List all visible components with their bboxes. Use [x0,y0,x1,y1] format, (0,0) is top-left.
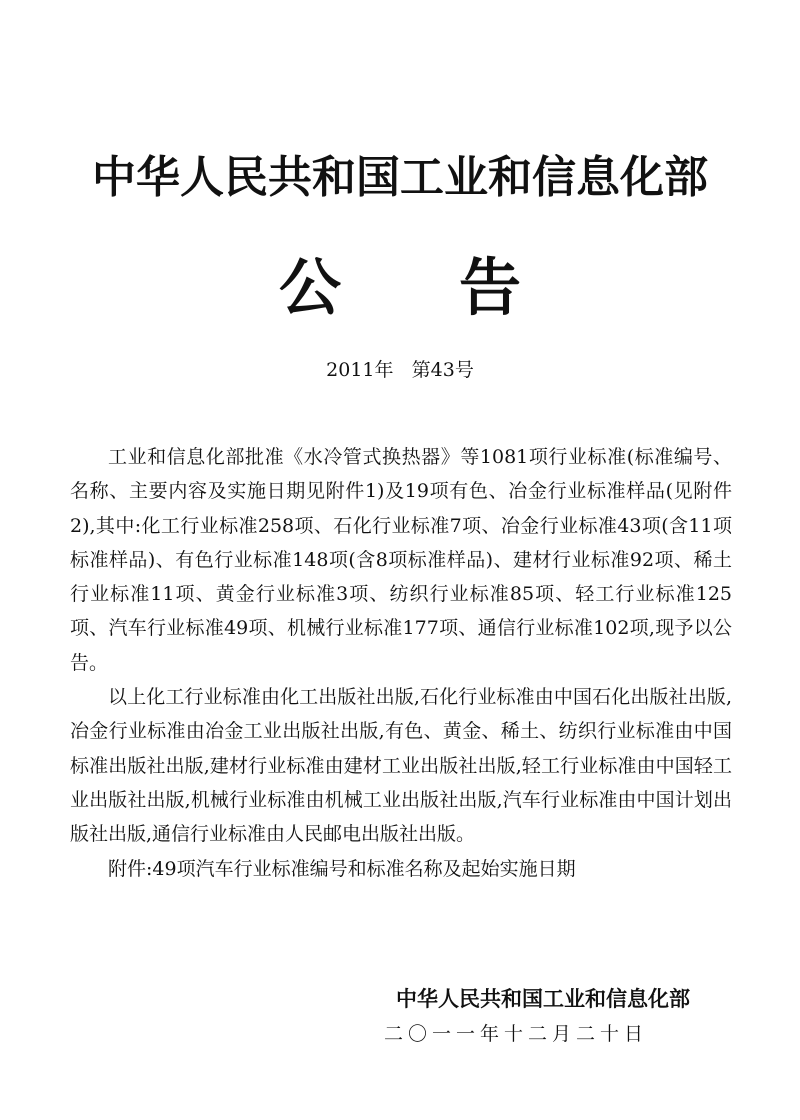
issuer-signature: 中华人民共和国工业和信息化部 [396,987,690,1011]
attachment-line: 附件:49项汽车行业标准编号和标准名称及起始实施日期 [108,857,576,880]
notice-title: 公告 [278,251,639,324]
body-paragraph-1: 工业和信息化部批准《水冷管式换热器》等1081项行业标准(标准编号、名称、主要内容及实施日期见附件1)及19项有色、冶金行业标准样品(见附件2),其中:化工行业标准258项、石化行业标准7项、冶金行业标准43项(含11项标准样品)、有色行业标准148项(含8项标准样品)、建材行业标准92项、稀土行业标准11项、黄金行业标准3项、纺织行业标准85项、轻工行业标准125项、汽车行业标准49项、机械行业标准177项、通信行业标准102项,现予以公告。 [70,446,732,674]
notice-number: 2011年 第43号 [326,359,474,381]
body-paragraph-2: 以上化工行业标准由化工出版社出版,石化行业标准由中国石化出版社出版,冶金行业标准由冶金工业出版社出版,有色、黄金、稀土、纺织行业标准由中国标准出版社出版,建材行业标准由建材工业出版社出版,轻工行业标准由中国轻工业出版社出版,机械行业标准由机械工业出版社出版,汽车行业标准由中国计划出版社出版,通信行业标准由人民邮电出版社出版。 [70,686,732,846]
issue-date: 二〇一一年十二月二十日 [383,1023,648,1045]
notice-body [70,440,732,886]
ministry-heading: 中华人民共和国工业和信息化部 [92,152,708,203]
